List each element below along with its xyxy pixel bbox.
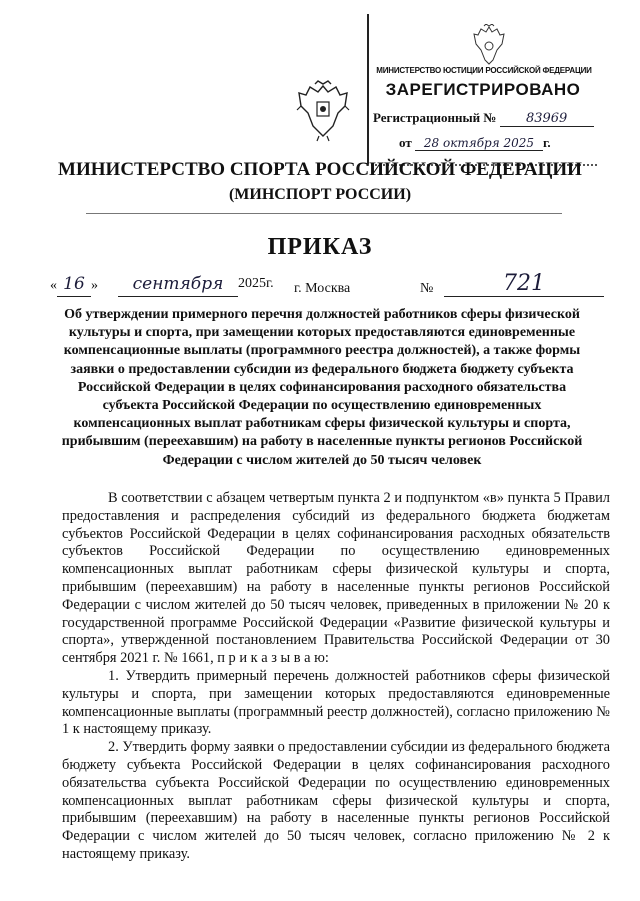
day-close-quote: » bbox=[91, 278, 98, 293]
document-type: ПРИКАЗ bbox=[267, 234, 373, 260]
body-paragraph-preamble: В соответствии с абзацем четвертым пункта 2 и подпунктом «в» пункта 5 Правил предоставления и распределения субсидий из федерального бюджета бюджетам субъектов Российской Федерации в целях софинансирования расходных обязательств субъектов Российской Федерации по осуществлению единовременных компенсационных выплат работникам сферы физической культуры и спорта, прибывшим (переехавшим) на работу в населенные пункты регионов Российской Федерации с числом жителей до 50 тысяч человек, приведенных в приложении № 20 к государственной программе Российской Федерации «Развитие физической культуры и спорта», утвержденной постановлением Правительства Российской Федерации от 30 сентября 2021 г. № 1661, п р и к а з ы в а ю: bbox=[62, 490, 610, 667]
order-year: 2025г. bbox=[238, 276, 274, 291]
stamp-status: ЗАРЕГИСТРИРОВАНО bbox=[385, 80, 581, 99]
order-day-value: 16 bbox=[57, 272, 91, 297]
order-date-line bbox=[40, 272, 610, 298]
header-divider bbox=[86, 213, 562, 214]
order-number: 721 bbox=[444, 272, 604, 297]
body-paragraph-item-1: 1. Утвердить примерный перечень должностей работников сферы физической культуры и спорта, при замещении которых предоставляются единовременные компенсационные выплаты (программный реестр должностей), согласно приложению № 1 к настоящему приказу. bbox=[62, 667, 610, 738]
order-body bbox=[62, 490, 610, 864]
body-paragraph-item-2: 2. Утвердить форму заявки о предоставлении субсидии из федерального бюджета бюджету субъекта Российской Федерации в целях софинансирования расходного обязательства субъекта Российской Федерации по осуществлению единовременных компенсационных выплат работникам сферы физической культуры и спорта, прибывшим (переехавшим) на работу в населенные пункты регионов Российской Федерации с числом жителей до 50 тысяч человек, согласно приложению № 2 к настоящему приказу. bbox=[62, 739, 610, 862]
registration-stamp bbox=[367, 14, 597, 166]
stamp-emblem-icon bbox=[472, 24, 506, 66]
order-city: г. Москва bbox=[294, 281, 351, 296]
coat-of-arms-icon bbox=[295, 80, 351, 142]
ministry-name: МИНИСТЕРСТВО СПОРТА РОССИЙСКОЙ ФЕДЕРАЦИИ bbox=[58, 159, 582, 180]
stamp-date-suffix: г. bbox=[542, 135, 551, 150]
ministry-short-name: (МИНСПОРТ РОССИИ) bbox=[228, 186, 412, 203]
stamp-date-value: 28 октября 2025 bbox=[415, 136, 543, 151]
day-open-quote: « bbox=[50, 278, 57, 293]
order-month: сентября bbox=[118, 272, 238, 297]
stamp-reg-number: 83969 bbox=[500, 111, 594, 127]
stamp-date-line bbox=[399, 135, 599, 151]
order-number-sign: № bbox=[420, 281, 434, 296]
stamp-reg-label: Регистрационный № bbox=[373, 110, 497, 125]
order-title: Об утверждении примерного перечня должностей работников сферы физической культуры и спорта, при замещении которых предоставляются единовременные компенсационные выплаты (программного реестра должностей), а также формы заявки о предоставлении субсидии из федерального бюджета бюджету субъекта Российской Федерации в целях софинансирования расходного обязательства субъекта Российской Федерации по осуществлению единовременных компенсационных выплат работникам сферы физической культуры и спорта, прибывшим (переехавшим) на работу в населенные пункты регионов Российской Федерации с числом жителей до 50 тысяч человек bbox=[61, 307, 583, 468]
stamp-date-label: от bbox=[399, 135, 412, 150]
stamp-organization: МИНИСТЕРСТВО ЮСТИЦИИ РОССИЙСКОЙ ФЕДЕРАЦИИ bbox=[376, 66, 592, 75]
order-day bbox=[50, 272, 102, 297]
stamp-registration-line bbox=[373, 110, 597, 127]
